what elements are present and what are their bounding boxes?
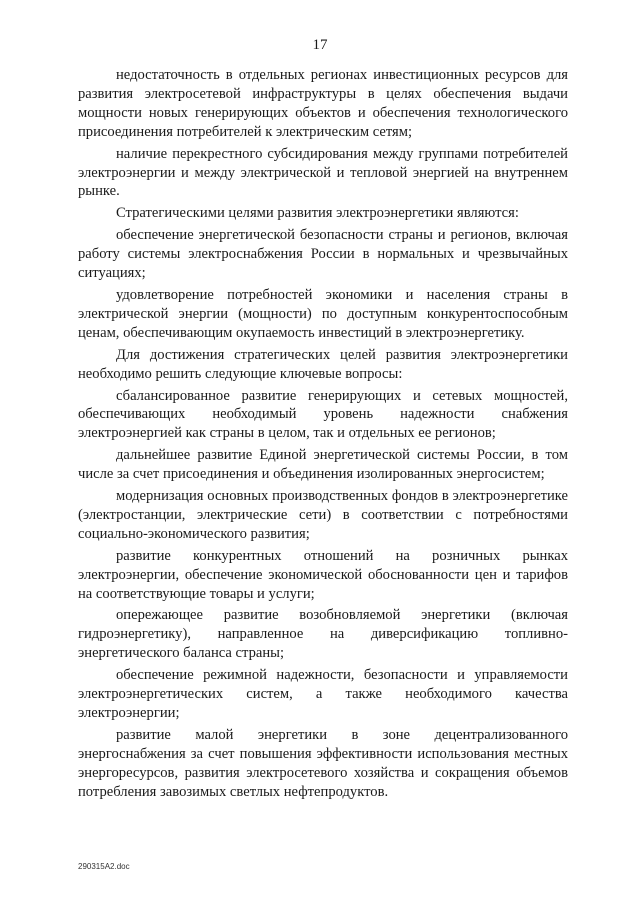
document-body [78, 66, 568, 805]
paragraph: обеспечение энергетической безопасности страны и регионов, включая работу системы электроснабжения России в нормальных и чрезвычайных ситуациях; [78, 227, 568, 282]
paragraph: опережающее развитие возобновляемой энергетики (включая гидроэнергетику), направленное на диверсификацию топливно-энергетического баланса страны; [78, 607, 568, 662]
paragraph: наличие перекрестного субсидирования между группами потребителей электроэнергии и между электрической и тепловой энергией на внутреннем рынке. [78, 145, 568, 200]
paragraph: недостаточность в отдельных регионах инвестиционных ресурсов для развития электросетевой инфраструктуры в целях обеспечения выдачи мощности новых генерирующих объектов и обеспечения технологического присоединения потребителей к электрическим сетям; [78, 67, 568, 140]
paragraph: Для достижения стратегических целей развития электроэнергетики необходимо решить следующие ключевые вопросы: [78, 346, 568, 382]
paragraph: модернизация основных производственных фондов в электроэнергетике (электростанции, электрические сети) в соответствии с потребностями социально-экономического развития; [78, 488, 568, 542]
paragraph: удовлетворение потребностей экономики и населения страны в электрической энергии (мощности) по доступным конкурентоспособным ценам, обеспечивающим окупаемость инвестиций в электроэнергетику. [78, 286, 568, 341]
paragraph: дальнейшее развитие Единой энергетической системы России, в том числе за счет присоединения и объединения изолированных энергосистем; [78, 447, 568, 483]
paragraph: развитие конкурентных отношений на розничных рынках электроэнергии, обеспечение экономической обоснованности цен и тарифов на соответствующие товары и услуги; [78, 547, 568, 602]
page-number: 17 [312, 37, 328, 53]
paragraph: Стратегическими целями развития электроэнергетики являются: [116, 205, 519, 222]
paragraph: развитие малой энергетики в зоне децентрализованного энергоснабжения за счет повышения эффективности использования местных энергоресурсов, развития электросетевого хозяйства и сокращения объемов потребления завозимых светлых нефтепродуктов. [78, 726, 568, 800]
footer-filename: 290315A2.doc [78, 862, 130, 871]
paragraph: сбалансированное развитие генерирующих и сетевых мощностей, обеспечивающих необходимый уровень надежности снабжения электроэнергией как страны в целом, так и отдельных ее регионов; [78, 387, 568, 442]
paragraph: обеспечение режимной надежности, безопасности и управляемости электроэнергетических систем, а также необходимого качества электроэнергии; [78, 667, 568, 721]
